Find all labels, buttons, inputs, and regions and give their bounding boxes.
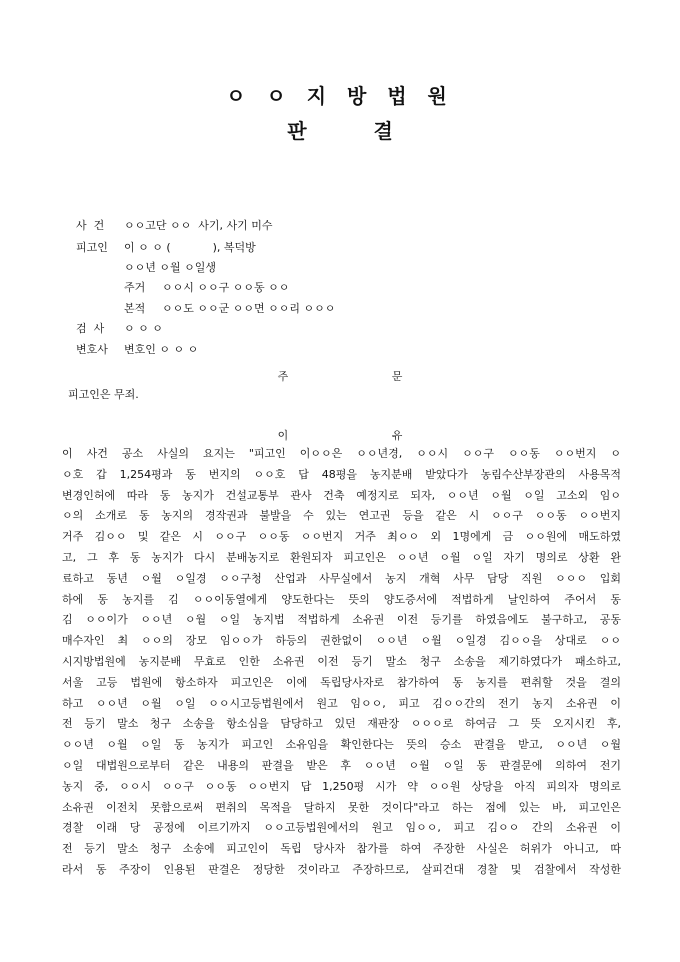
case-label: 사 건 bbox=[76, 219, 105, 232]
document-type: 판 결 bbox=[287, 119, 423, 143]
address-label: 주거 bbox=[124, 281, 146, 294]
reasons-line: 시지방법원에 농지분배 무효로 인한 소유권 이전 등기 말소 청구 소송을 제기하였다가 패소하고, bbox=[62, 655, 621, 668]
reasons-heading: 이 유 bbox=[277, 429, 453, 442]
domicile-value: ㅇㅇ도 ㅇㅇ군 ㅇㅇ면 ㅇㅇ리 ㅇㅇㅇ bbox=[162, 302, 336, 315]
reasons-line: 거주 김ㅇㅇ 및 같은 시 ㅇㅇ구 ㅇㅇ동 ㅇㅇ번지 거주 최ㅇㅇ 외 1명에게 금 ㅇㅇ원에 매도하였 bbox=[62, 530, 621, 544]
reasons-line: 농지 중, ㅇㅇ시 ㅇㅇ구 ㅇㅇ동 ㅇㅇ번지 답 1,250평 시가 약 ㅇㅇ원 상당을 아직 피의자 명의로 bbox=[62, 779, 621, 793]
prosecutor-label: 검 사 bbox=[76, 322, 105, 335]
lawyer-value: 변호인 ㅇ ㅇ ㅇ bbox=[124, 343, 199, 356]
address-value: ㅇㅇ시 ㅇㅇ구 ㅇㅇ동 ㅇㅇ bbox=[162, 281, 290, 294]
reasons-line: 라서 동 주장이 인용된 판결은 정당한 것이라고 주장하므로, 살피건대 경찰 및 검찰에서 작성한 bbox=[62, 863, 621, 876]
reasons-line: 김 ㅇㅇ이가 ㅇㅇ년 ㅇ월 ㅇ일 농지법 적법하게 소유권 이전 등기를 하였음에도 불구하고, 공동 bbox=[62, 613, 621, 627]
court-name: ㅇ ㅇ 지 방 법 원 bbox=[226, 84, 454, 108]
reasons-line: 전 등기 말소 청구 소송에 피고인이 독립 당사자 참가를 하여 주장한 사실은 허위가 아니고, 따 bbox=[62, 842, 621, 856]
reasons-line: 고, 그 후 동 농지가 다시 분배농지로 환원되자 피고인은 ㅇㅇ년 ㅇ월 ㅇ일 자기 명의로 상환 완 bbox=[62, 551, 621, 564]
reasons-line: 전 등기 말소 청구 소송을 항소심을 담당하고 있던 재판장 ㅇㅇㅇ로 하여금 그 뜻 오지시킨 후, bbox=[62, 717, 621, 731]
reasons-line: 경찰 이래 당 공정에 이르기까지 ㅇㅇ고등법원에서의 원고 임ㅇㅇ, 피고 김ㅇㅇ 간의 소유권 이 bbox=[62, 821, 621, 835]
prosecutor-value: ㅇ ㅇ ㅇ bbox=[124, 322, 163, 335]
lawyer-row bbox=[62, 329, 198, 371]
reasons-line: 변경인허에 따라 동 농지가 건설교통부 관사 건축 예정지로 되자, ㅇㅇ년 ㅇ월 ㅇ일 고소외 임ㅇ bbox=[62, 488, 621, 502]
reasons-line: ㅇ일 대법원으로부터 같은 내용의 판결을 받은 후 ㅇㅇ년 ㅇ월 ㅇ일 동 판결문에 의하여 전기 bbox=[62, 759, 621, 772]
reasons-line: ㅇㅇ년 ㅇ월 ㅇ일 동 농지가 피고인 소유임을 확인한다는 뜻의 승소 판결을 받고, ㅇㅇ년 ㅇ월 bbox=[62, 738, 621, 752]
reasons-line: ㅇ의 소개로 동 농지의 경작권과 불발을 수 있는 연고권 등을 같은 시 ㅇㅇ구 ㅇㅇ동 ㅇㅇ번지 bbox=[62, 509, 621, 523]
defendant-label: 피고인 bbox=[76, 241, 108, 254]
lawyer-label: 변호사 bbox=[76, 343, 108, 356]
order-text: 피고인은 무죄. bbox=[68, 388, 139, 401]
reasons-line: 료하고 동년 ㅇ월 ㅇ일경 ㅇㅇ구청 산업과 사무실에서 농지 개혁 사무 담당 직원 ㅇㅇㅇ 입회 bbox=[62, 571, 621, 585]
reasons-line: 하고 ㅇㅇ년 ㅇ월 ㅇ일 ㅇㅇ시고등법원에서 원고 임ㅇㅇ, 피고 김ㅇㅇ간의 전기 농지 소유권 이 bbox=[62, 696, 621, 710]
reasons-line: 하에 동 농지를 김 ㅇㅇ이동열에게 양도한다는 뜻의 양도증서에 적법하게 날인하여 주어서 동 bbox=[62, 592, 621, 606]
defendant-value: 이 ㅇ ㅇ ( ), 복덕방 bbox=[124, 241, 256, 254]
case-value: ㅇㅇ고단 ㅇㅇ 사기, 사기 미수 bbox=[124, 219, 273, 232]
reasons-line: 서울 고등 법원에 항소하자 피고인은 이에 독립당사자로 참가하여 동 농지를 편취할 것을 결의 bbox=[62, 675, 621, 689]
reasons-line: 소유권 이전치 못함으로써 편취의 목적을 달하지 못한 것이다"라고 하는 점에 있는 바, 피고인은 bbox=[62, 800, 621, 814]
reasons-line: ㅇ호 갑 1,254평과 동 번지의 ㅇㅇ호 답 48평을 농지분배 받았다가 농림수산부장관의 사용목적 bbox=[62, 467, 621, 481]
reasons-line: 이 사건 공소 사실의 요지는 "피고인 이ㅇㅇ은 ㅇㅇ년경, ㅇㅇ시 ㅇㅇ구 ㅇㅇ동 ㅇㅇ번지 ㅇ bbox=[62, 447, 621, 460]
order-heading: 주 문 bbox=[277, 370, 453, 383]
reasons-line: 매수자인 최 ㅇㅇ의 장모 임ㅇㅇ가 하등의 권한없이 ㅇㅇ년 ㅇ월 ㅇ일경 김ㅇㅇ을 상대로 ㅇㅇ bbox=[62, 634, 621, 648]
domicile-label: 본적 bbox=[124, 302, 146, 315]
birth-date: ㅇㅇ년 ㅇ월 ㅇ일생 bbox=[124, 261, 217, 274]
